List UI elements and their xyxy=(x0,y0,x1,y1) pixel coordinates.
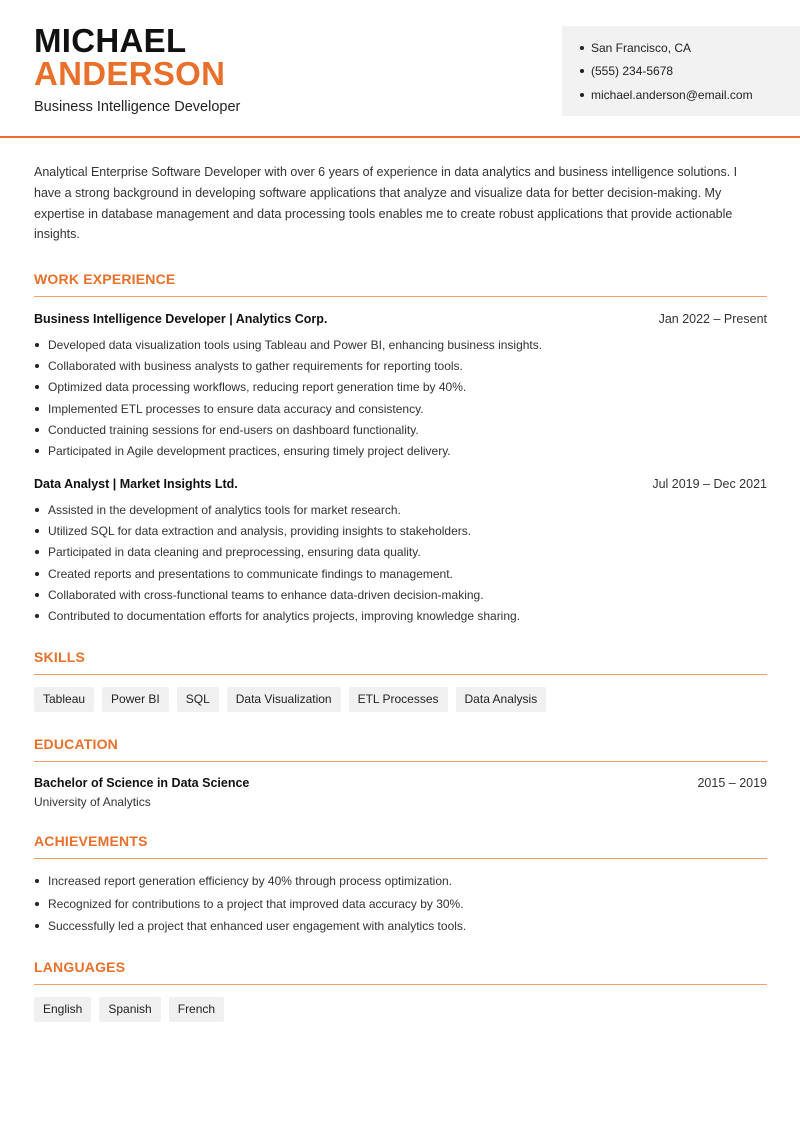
bullet-icon xyxy=(35,924,39,928)
bullet-icon xyxy=(35,572,39,576)
list-item: Implemented ETL processes to ensure data accuracy and consistency. xyxy=(34,398,767,419)
languages-section xyxy=(34,959,767,1022)
section-title: WORK EXPERIENCE xyxy=(34,271,767,297)
contact-email xyxy=(580,83,800,107)
job-entry xyxy=(34,477,767,627)
skill-tag: Data Visualization xyxy=(227,687,341,712)
education-header xyxy=(34,776,767,790)
skill-tag: SQL xyxy=(177,687,219,712)
language-tags xyxy=(34,997,767,1022)
school: University of Analytics xyxy=(34,794,151,809)
bullet-icon xyxy=(580,69,584,73)
bullet-icon xyxy=(35,508,39,512)
list-item: Assisted in the development of analytics tools for market research. xyxy=(34,499,767,520)
list-item: Optimized data processing workflows, reducing report generation time by 40%. xyxy=(34,377,767,398)
bullet-icon xyxy=(35,343,39,347)
location-text: San Francisco, CA xyxy=(591,40,692,55)
job-bullets xyxy=(34,499,767,627)
language-tag: Spanish xyxy=(99,997,160,1022)
job-dates: Jan 2022 – Present xyxy=(658,312,767,327)
list-item: Increased report generation efficiency by 40% through process optimization. xyxy=(34,870,767,893)
bullet-icon xyxy=(35,902,39,906)
list-item: Successfully led a project that enhanced user engagement with analytics tools. xyxy=(34,915,767,938)
list-item: Collaborated with business analysts to gather requirements for reporting tools. xyxy=(34,355,767,376)
bullet-icon xyxy=(580,46,584,50)
achievement-bullets xyxy=(34,870,767,938)
job-title: Business Intelligence Developer xyxy=(34,99,241,115)
language-tag: French xyxy=(169,997,224,1022)
email-text: michael.anderson@email.com xyxy=(591,87,753,102)
contact-box xyxy=(562,26,800,116)
job-header xyxy=(34,312,767,326)
bullet-icon xyxy=(35,364,39,368)
first-name: MICHAEL xyxy=(34,22,187,59)
job-dates: Jul 2019 – Dec 2021 xyxy=(652,476,767,491)
bullet-icon xyxy=(35,529,39,533)
section-title: ACHIEVEMENTS xyxy=(34,833,767,859)
achievements-section xyxy=(34,833,767,938)
job-entry xyxy=(34,312,767,462)
language-tag: English xyxy=(34,997,91,1022)
section-title: SKILLS xyxy=(34,649,767,675)
bullet-icon xyxy=(35,593,39,597)
job-role: Data Analyst | Market Insights Ltd. xyxy=(34,476,238,491)
education-section xyxy=(34,736,767,809)
section-title: LANGUAGES xyxy=(34,959,767,985)
education-dates: 2015 – 2019 xyxy=(697,775,767,790)
job-bullets xyxy=(34,334,767,462)
summary: Analytical Enterprise Software Developer with over 6 years of experience in data analytics and business intelligence solutions. I have a strong background in developing software applications that analyze and visualize data for better decision-making. My expertise in database management and data processing tools enables me to create robust applications that provide actionable insights. xyxy=(34,165,738,242)
skill-tag: ETL Processes xyxy=(349,687,448,712)
bullet-icon xyxy=(35,879,39,883)
resume-body xyxy=(34,162,767,1022)
bullet-icon xyxy=(35,550,39,554)
bullet-icon xyxy=(580,93,584,97)
skill-tag: Data Analysis xyxy=(456,687,547,712)
list-item: Participated in Agile development practices, ensuring timely project delivery. xyxy=(34,441,767,462)
contact-location xyxy=(580,36,800,60)
bullet-icon xyxy=(35,385,39,389)
work-experience-section xyxy=(34,271,767,627)
degree: Bachelor of Science in Data Science xyxy=(34,775,250,790)
bullet-icon xyxy=(35,407,39,411)
job-header xyxy=(34,477,767,491)
skill-tags xyxy=(34,687,767,712)
bullet-icon xyxy=(35,614,39,618)
last-name: ANDERSON xyxy=(34,55,226,92)
bullet-icon xyxy=(35,428,39,432)
skill-tag: Tableau xyxy=(34,687,94,712)
skill-tag: Power BI xyxy=(102,687,169,712)
list-item: Recognized for contributions to a project that improved data accuracy by 30%. xyxy=(34,892,767,915)
bullet-icon xyxy=(35,449,39,453)
resume-header xyxy=(0,0,800,138)
list-item: Participated in data cleaning and preprocessing, ensuring data quality. xyxy=(34,542,767,563)
contact-phone xyxy=(580,60,800,84)
job-role: Business Intelligence Developer | Analytics Corp. xyxy=(34,312,328,327)
list-item: Collaborated with cross-functional teams to enhance data-driven decision-making. xyxy=(34,584,767,605)
section-title: EDUCATION xyxy=(34,736,767,762)
list-item: Contributed to documentation efforts for analytics projects, improving knowledge sharing. xyxy=(34,605,767,626)
skills-section xyxy=(34,649,767,712)
phone-text: (555) 234-5678 xyxy=(591,64,674,79)
list-item: Utilized SQL for data extraction and analysis, providing insights to stakeholders. xyxy=(34,520,767,541)
list-item: Created reports and presentations to communicate findings to management. xyxy=(34,563,767,584)
list-item: Developed data visualization tools using Tableau and Power BI, enhancing business insights. xyxy=(34,334,767,355)
list-item: Conducted training sessions for end-users on dashboard functionality. xyxy=(34,419,767,440)
